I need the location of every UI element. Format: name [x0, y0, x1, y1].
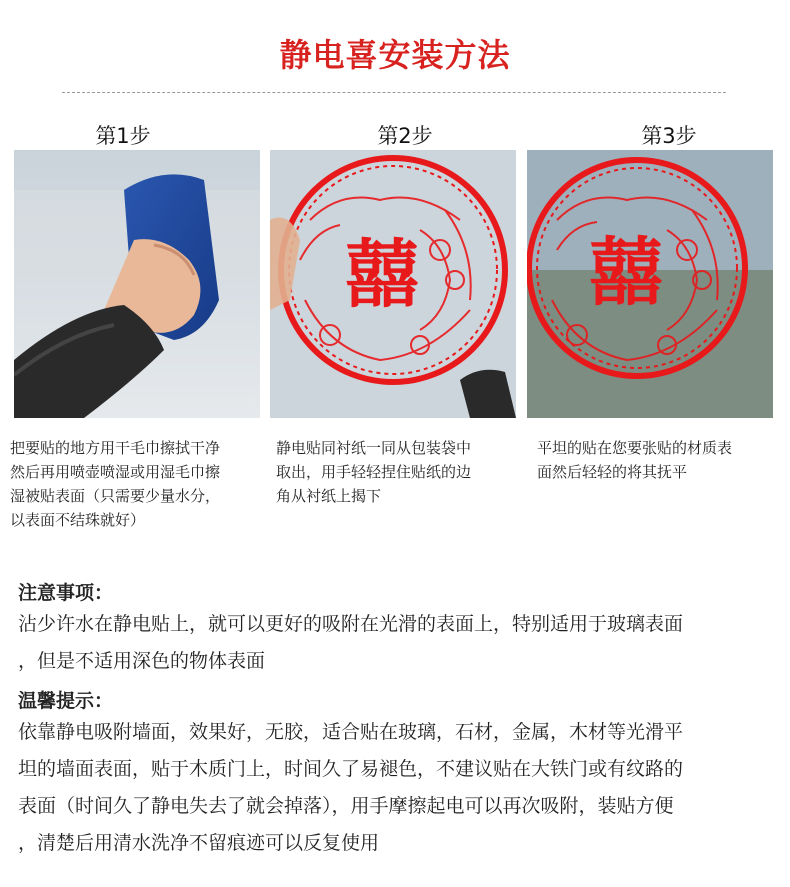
tips-heading: 温馨提示： [18, 690, 114, 712]
step-1-line: 然后再用喷壶喷湿或用湿毛巾擦 [10, 463, 221, 481]
notes-body [18, 606, 778, 680]
step-3-line: 面然后轻轻的将其抚平 [537, 463, 688, 481]
step-3-description [537, 436, 782, 484]
notes-line: 沾少许水在静电贴上，就可以更好的吸附在光滑的表面上，特别适用于玻璃表面 [18, 613, 684, 635]
step-1-line: 以表面不结珠就好） [10, 511, 146, 529]
step-1-label: 第1步 [95, 124, 151, 148]
notes-line: ，但是不适用深色的物体表面 [18, 650, 266, 672]
step-2-line: 取出，用手轻轻捏住贴纸的边 [276, 463, 472, 481]
title-divider [62, 92, 726, 93]
step-2-photo [270, 150, 516, 418]
step-3-label: 第3步 [641, 124, 697, 148]
step-2-line: 静电贴同衬纸一同从包装袋中 [276, 439, 472, 457]
step-2-line: 角从衬纸上揭下 [276, 487, 382, 505]
tips-body [18, 714, 778, 862]
decal-glyph-2: 囍 [589, 230, 663, 316]
decal-glyph: 囍 [345, 232, 419, 318]
page-title: 静电喜安装方法 [279, 36, 511, 74]
tips-line: ，清楚后用清水洗净不留痕迹可以反复使用 [18, 832, 380, 854]
tips-line: 依靠静电吸附墙面，效果好，无胶，适合贴在玻璃，石材，金属，木材等光滑平 [18, 721, 684, 743]
step-3-line: 平坦的贴在您要张贴的材质表 [537, 439, 733, 457]
notes-heading: 注意事项： [18, 582, 114, 604]
step-2-description [276, 436, 526, 508]
step-1-line: 湿被贴表面（只需要少量水分， [10, 487, 221, 505]
step-3-photo [527, 150, 773, 418]
step-1-line: 把要贴的地方用干毛巾擦拭干净 [10, 439, 221, 457]
tips-line: 坦的墙面表面，贴于木质门上，时间久了易褪色，不建议贴在大铁门或有纹路的 [18, 758, 684, 780]
step-2-label: 第2步 [377, 124, 433, 148]
step-1-photo [14, 150, 260, 418]
step-1-description [10, 436, 260, 532]
tips-line: 表面（时间久了静电失去了就会掉落），用手摩擦起电可以再次吸附，装贴方便 [18, 795, 674, 817]
